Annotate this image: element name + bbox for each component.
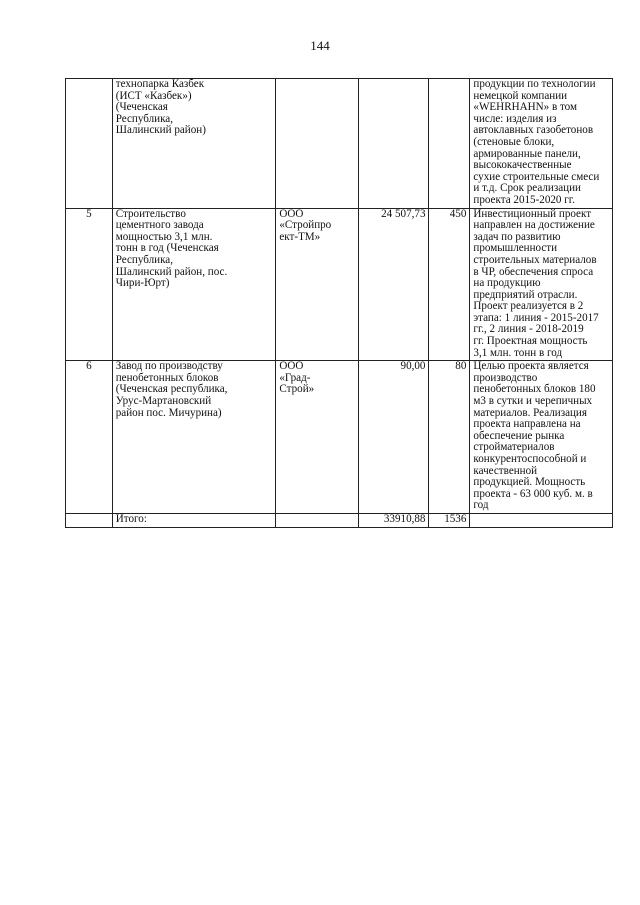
jobs-cell: 80	[429, 361, 470, 514]
company-cell	[276, 513, 359, 527]
company-cell: ООО «Стройпро ект-ТМ»	[276, 208, 359, 361]
total-amount-cell: 33910,88	[359, 513, 429, 527]
page-number: 144	[310, 38, 330, 53]
total-label-cell: Итого:	[112, 513, 276, 527]
description-cell	[470, 513, 613, 527]
row-number-cell	[66, 513, 113, 527]
amount-cell	[359, 79, 429, 209]
company-cell: ООО «Град- Строй»	[276, 361, 359, 514]
amount-cell: 24 507,73	[359, 208, 429, 361]
row-number-cell	[66, 79, 113, 209]
company-cell	[276, 79, 359, 209]
jobs-cell: 450	[429, 208, 470, 361]
project-name-cell: Завод по производству пенобетонных блоков (Чеченская республика, Урус-Мартановский район пос. Мичурина)	[112, 361, 276, 514]
row-number-cell: 5	[66, 208, 113, 361]
description-cell: Целью проекта является производство пенобетонных блоков 180 м3 в сутки и черепичных материалов. Реализация проекта направлена на обеспечение рынка стройматериалов конкурентоспособной и качественной продукцией. Мощность проекта - 63 000 куб. м. в год	[470, 361, 613, 514]
table-row	[66, 79, 613, 209]
projects-table	[65, 78, 613, 528]
jobs-cell	[429, 79, 470, 209]
total-jobs-cell: 1536	[429, 513, 470, 527]
description-cell: Инвестиционный проект направлен на достижение задач по развитию промышленности строительных материалов в ЧР, обеспечения спроса на продукцию предприятий отрасли. Проект реализуется в 2 этапа: 1 линия - 2015-2017 гг., 2 линия - 2018-2019 гг. Проектная мощность 3,1 млн. тонн в год	[470, 208, 613, 361]
description-cell: продукции по технологии немецкой компании «WEHRHAHN» в том числе: изделия из автоклавных газобетонов (стеновые блоки, армированные панели, высококачественные сухие строительные смеси и т.д. Срок реализации проекта 2015-2020 гг.	[470, 79, 613, 209]
project-name-cell: технопарка Казбек (ИСТ «Казбек») (Чеченская Республика, Шалинский район)	[112, 79, 276, 209]
total-row	[66, 513, 613, 527]
table-row	[66, 208, 613, 361]
amount-cell: 90,00	[359, 361, 429, 514]
table-row	[66, 361, 613, 514]
row-number-cell: 6	[66, 361, 113, 514]
project-name-cell: Строительство цементного завода мощностью 3,1 млн. тонн в год (Чеченская Республика, Шалинский район, пос. Чири-Юрт)	[112, 208, 276, 361]
